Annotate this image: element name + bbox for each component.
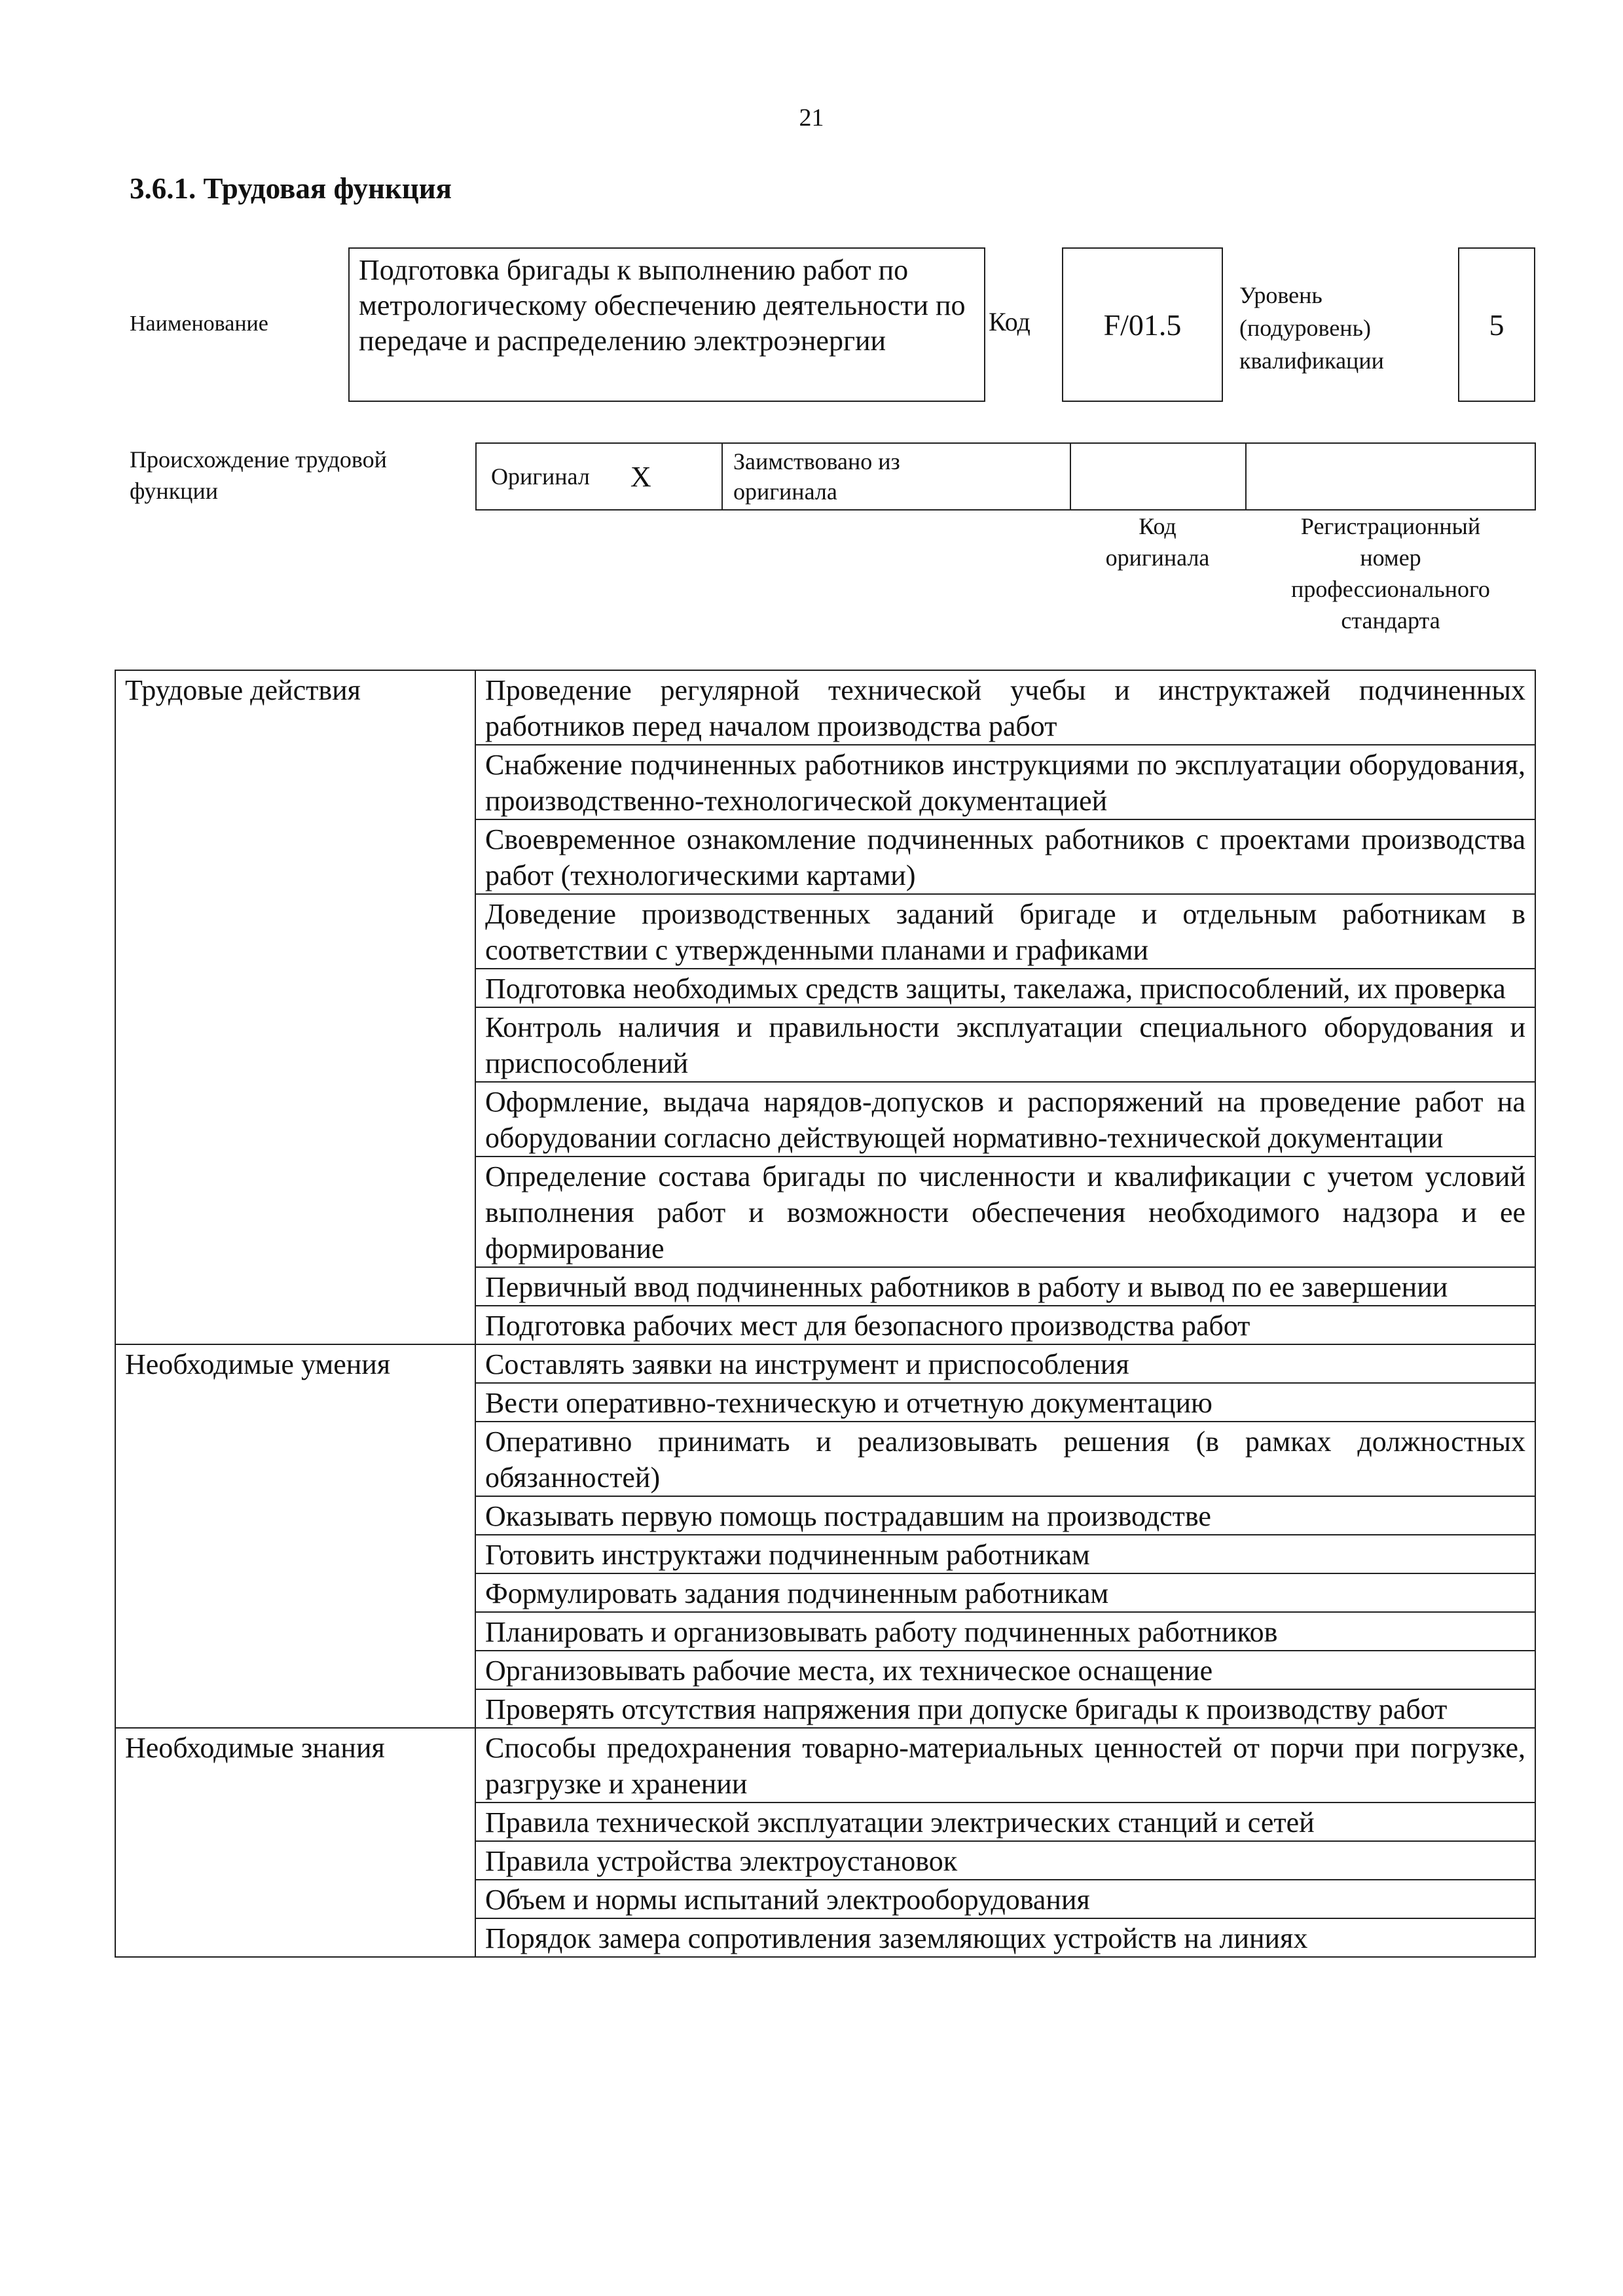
- item-cell: Проведение регулярной технической учебы и инструктажей подчиненных работников перед началом производства работ: [475, 670, 1535, 745]
- item-cell: Способы предохранения товарно-материальных ценностей от порчи при погрузке, разгрузке и хранении: [475, 1728, 1535, 1803]
- item-cell: Подготовка рабочих мест для безопасного производства работ: [475, 1306, 1535, 1344]
- table-row: [115, 1344, 1535, 1383]
- item-cell: Контроль наличия и правильности эксплуатации специального оборудования и приспособлений: [475, 1007, 1535, 1082]
- item-cell: Подготовка необходимых средств защиты, такелажа, приспособлений, их проверка: [475, 969, 1535, 1007]
- item-cell: Порядок замера сопротивления заземляющих устройств на линиях: [475, 1918, 1535, 1957]
- function-name-box: Подготовка бригады к выполнению работ по метрологическому обеспечению деятельности по передаче и распределению электроэнергии: [348, 247, 985, 402]
- item-cell: Планировать и организовывать работу подчиненных работников: [475, 1612, 1535, 1651]
- original-code-cell: [1071, 444, 1247, 509]
- section-title: 3.6.1. Трудовая функция: [130, 172, 452, 205]
- origin-row: [475, 442, 1536, 511]
- level-box: 5: [1458, 247, 1535, 402]
- item-cell: Оформление, выдача нарядов-допусков и распоряжений на проведение работ на оборудовании согласно действующей нормативно-технической документации: [475, 1082, 1535, 1157]
- level-label: Уровень (подуровень) квалификации: [1239, 282, 1384, 374]
- item-cell: Оперативно принимать и реализовывать решения (в рамках должностных обязанностей): [475, 1422, 1535, 1496]
- code-box: F/01.5: [1062, 247, 1223, 402]
- category-cell: Необходимые умения: [115, 1344, 475, 1728]
- reg-number-cell: [1247, 444, 1535, 509]
- item-cell: Объем и нормы испытаний электрооборудования: [475, 1880, 1535, 1918]
- item-cell: Оказывать первую помощь пострадавшим на производстве: [475, 1496, 1535, 1535]
- item-cell: Своевременное ознакомление подчиненных работников с проектами производства работ (технологическими картами): [475, 819, 1535, 894]
- item-cell: Правила устройства электроустановок: [475, 1841, 1535, 1880]
- item-cell: Составлять заявки на инструмент и приспособления: [475, 1344, 1535, 1383]
- item-cell: Проверять отсутствия напряжения при допуске бригады к производству работ: [475, 1689, 1535, 1728]
- item-cell: Формулировать задания подчиненным работникам: [475, 1573, 1535, 1612]
- item-cell: Готовить инструктажи подчиненным работникам: [475, 1535, 1535, 1573]
- name-label: Наименование: [130, 312, 268, 336]
- original-cell: Оригинал X: [477, 444, 723, 509]
- item-cell: Снабжение подчиненных работников инструкциями по эксплуатации оборудования, производственно-технологической документацией: [475, 745, 1535, 819]
- category-cell: Трудовые действия: [115, 670, 475, 1344]
- item-cell: Организовывать рабочие места, их техническое оснащение: [475, 1651, 1535, 1689]
- item-cell: Определение состава бригады по численности и квалификации с учетом условий выполнения работ и возможности обеспечения необходимого надзора и ее формирование: [475, 1157, 1535, 1267]
- origin-label: Происхождение трудовой функции: [130, 446, 387, 504]
- item-cell: Доведение производственных заданий бригаде и отдельным работникам в соответствии с утвержденными планами и графиками: [475, 894, 1535, 969]
- code-label: Код: [989, 307, 1030, 336]
- table-row: [115, 670, 1535, 745]
- code-caption: Код оригинала: [1105, 513, 1210, 571]
- item-cell: Первичный ввод подчиненных работников в работу и вывод по ее завершении: [475, 1267, 1535, 1306]
- table-row: [115, 1728, 1535, 1803]
- original-mark: X: [630, 460, 651, 493]
- reg-caption: Регистрационный номер профессионального стандарта: [1291, 513, 1490, 634]
- category-cell: Необходимые знания: [115, 1728, 475, 1957]
- function-table: [115, 670, 1536, 1958]
- item-cell: Вести оперативно-техническую и отчетную документацию: [475, 1383, 1535, 1422]
- item-cell: Правила технической эксплуатации электрических станций и сетей: [475, 1803, 1535, 1841]
- borrowed-cell: Заимствовано из оригинала: [723, 444, 1071, 509]
- page-number: 21: [799, 104, 824, 132]
